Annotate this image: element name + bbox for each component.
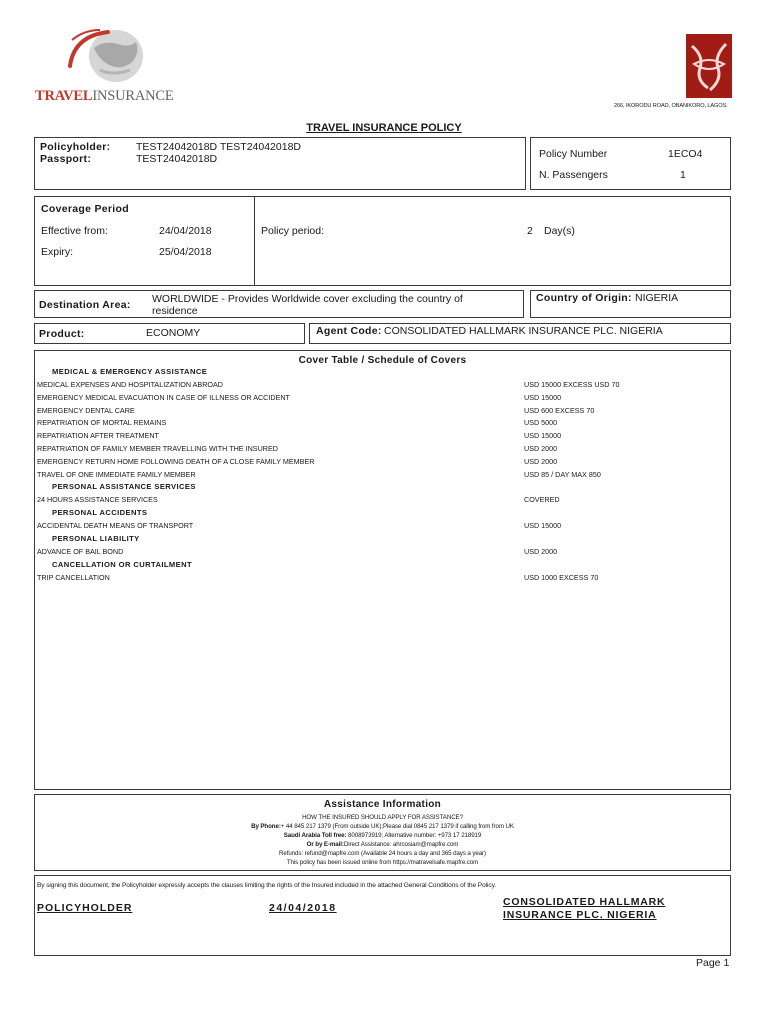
cover-item-amount: USD 15000: [524, 431, 562, 441]
expiry-label: Expiry:: [41, 246, 74, 258]
cover-item-name: MEDICAL EXPENSES AND HOSPITALIZATION ABROAD: [37, 380, 223, 389]
document-title: TRAVEL INSURANCE POLICY: [306, 122, 462, 134]
destination-label: Destination Area:: [39, 299, 131, 311]
cover-item-amount: USD 2000: [524, 456, 558, 466]
signature-company-line1: CONSOLIDATED HALLMARK: [503, 896, 666, 908]
cover-table-box: [34, 350, 731, 790]
cover-section-heading: MEDICAL & EMERGENCY ASSISTANCE: [52, 367, 208, 376]
saudi-label: Saudi Arabia Toll free:: [283, 832, 347, 839]
cover-item-amount: USD 2000: [524, 444, 558, 453]
policy-number-label: Policy Number: [539, 148, 608, 160]
travel-insurance-logo: [34, 26, 184, 108]
assistance-title: Assistance Information: [323, 799, 442, 810]
assistance-saudi: [35, 832, 730, 839]
passport-value: TEST24042018D: [136, 153, 218, 165]
cover-item-name: REPATRIATION AFTER TREATMENT: [37, 431, 159, 441]
policyholder-value: TEST24042018D TEST24042018D: [136, 141, 301, 153]
cover-item-name: REPATRIATION OF FAMILY MEMBER TRAVELLING WITH THE INSURED: [37, 444, 278, 453]
cover-item-amount: USD 15000 EXCESS USD 70: [524, 380, 620, 389]
cover-item-name: ACCIDENTAL DEATH MEANS OF TRANSPORT: [37, 521, 194, 531]
signature-disclaimer: By signing this document, the Policyholder expressly accepts the clauses limiting the rights of the Insured included in the attached General Conditions of the Policy.: [37, 882, 497, 889]
coverage-title: Coverage Period: [41, 203, 129, 215]
cover-item-name: ADVANCE OF BAIL BOND: [37, 547, 124, 556]
company-logo: [686, 34, 732, 98]
company-address: 266, IKORODU ROAD, OBANIKORO, LAGOS.: [614, 103, 728, 109]
product-box: [34, 323, 305, 344]
cover-section-heading: CANCELLATION OR CURTAILMENT: [52, 559, 193, 569]
cover-item-name: REPATRIATION OF MORTAL REMAINS: [37, 418, 167, 428]
signature-policyholder: POLICYHOLDER: [37, 902, 133, 914]
agent-code-label: Agent Code:: [316, 325, 382, 337]
passengers-value: 1: [680, 169, 686, 181]
effective-label: Effective from:: [41, 225, 108, 237]
assistance-issued: This policy has been issued online from https://matravelsafe.mapfre.com: [286, 859, 479, 866]
product-label: Product:: [39, 328, 85, 340]
policy-period-label: Policy period:: [261, 225, 325, 237]
assistance-email: [35, 841, 730, 848]
cover-item-amount: USD 85 / DAY MAX 850: [524, 469, 601, 479]
assistance-refunds: Refunds: refund@mapfre.com (Available 24 hours a day and 365 days a year): [279, 850, 486, 857]
logo-text-insurance: INSURANCE: [92, 88, 174, 104]
phone-text: + 44 845 217 1379 (From outside UK);Please dial 0845 217 1379 if calling from from UK: [280, 823, 514, 830]
policy-number-value: 1ECO4: [668, 148, 703, 160]
passport-label: Passport:: [40, 153, 92, 165]
cover-section-heading: PERSONAL LIABILITY: [52, 534, 140, 543]
cover-item-amount: USD 5000: [524, 418, 558, 428]
policyholder-box: [34, 137, 526, 190]
coverage-period-box: [34, 196, 731, 286]
cover-item-name: TRIP CANCELLATION: [37, 572, 110, 582]
globe-logo-icon: [34, 26, 184, 86]
cover-item-name: EMERGENCY DENTAL CARE: [37, 405, 135, 415]
effective-value: 24/04/2018: [159, 225, 212, 237]
origin-box: [530, 290, 731, 318]
logo-text-travel: TRAVEL: [35, 88, 93, 104]
signature-box: [34, 875, 731, 956]
cover-item-name: EMERGENCY MEDICAL EVACUATION IN CASE OF ILLNESS OR ACCIDENT: [37, 392, 290, 402]
email-text: Direct Assistance: ahrcosiam@mapfre.com: [343, 841, 459, 848]
hallmark-emblem-icon: [686, 34, 732, 98]
destination-value-line2: residence: [152, 305, 198, 317]
destination-box: [34, 290, 524, 318]
policyholder-label: Policyholder:: [40, 141, 111, 153]
product-value: ECONOMY: [146, 327, 201, 339]
saudi-text: 8008973919; Alternative number: +973 17 218919: [346, 832, 482, 839]
cover-item-amount: COVERED: [524, 495, 560, 505]
origin-value: NIGERIA: [635, 292, 679, 304]
cover-item-amount: USD 600 EXCESS 70: [524, 405, 595, 415]
policy-period-number: 2: [527, 225, 533, 237]
assistance-phone: [35, 823, 730, 830]
policy-info-box: [530, 137, 731, 190]
cover-item-name: EMERGENCY RETURN HOME FOLLOWING DEATH OF A CLOSE FAMILY MEMBER: [37, 456, 315, 466]
cover-item-amount: USD 15000: [524, 521, 562, 531]
expiry-value: 25/04/2018: [159, 246, 212, 258]
cover-item-name: 24 HOURS ASSISTANCE SERVICES: [37, 495, 158, 505]
coverage-divider: [254, 197, 255, 285]
cover-section-heading: PERSONAL ACCIDENTS: [52, 508, 148, 518]
origin-label: Country of Origin:: [536, 292, 632, 304]
assistance-question: HOW THE INSURED SHOULD APPLY FOR ASSISTANCE?: [302, 814, 463, 821]
signature-company-line2: INSURANCE PLC. NIGERIA: [503, 909, 657, 921]
cover-item-name: TRAVEL OF ONE IMMEDIATE FAMILY MEMBER: [37, 469, 196, 479]
cover-table-title: Cover Table / Schedule of Covers: [298, 355, 467, 366]
agent-code-value: CONSOLIDATED HALLMARK INSURANCE PLC. NIGERIA: [384, 325, 663, 337]
signature-date: 24/04/2018: [269, 902, 337, 914]
cover-section-heading: PERSONAL ASSISTANCE SERVICES: [52, 482, 196, 492]
destination-value-line1: WORLDWIDE - Provides Worldwide cover excluding the country of: [152, 293, 463, 305]
email-label: Or by E-mail:: [306, 841, 344, 848]
cover-item-amount: USD 15000: [524, 392, 562, 402]
agent-code-box: [309, 323, 731, 344]
passengers-label: N. Passengers: [539, 169, 608, 181]
assistance-box: [34, 794, 731, 871]
phone-label: By Phone:: [251, 823, 281, 830]
cover-item-amount: USD 2000: [524, 547, 558, 556]
page-number: Page 1: [696, 957, 730, 969]
cover-item-amount: USD 1000 EXCESS 70: [524, 572, 599, 582]
policy-period-unit: Day(s): [544, 225, 575, 237]
